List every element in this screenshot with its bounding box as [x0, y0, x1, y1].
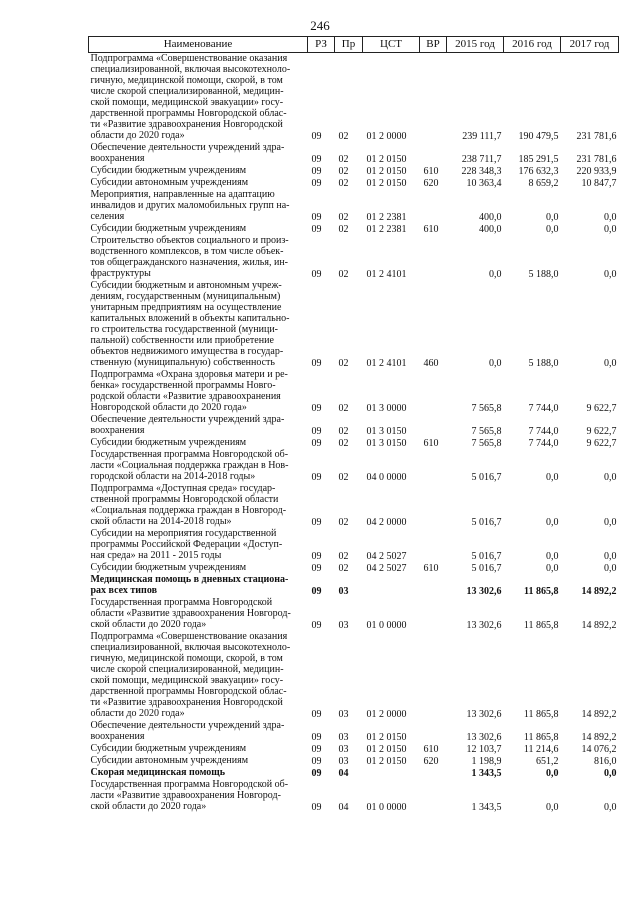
cell-name-line: Подпрограмма «Охрана здоровья матери и ре-: [90, 369, 288, 380]
cell-cst: 04 2 5027: [366, 551, 407, 562]
cell-vr: [420, 767, 447, 779]
cell-2016: 7 744,0: [528, 403, 559, 414]
header-2016: 2016 год: [504, 37, 561, 53]
cell-name-line: капитальных вложений в объекты капитально-: [90, 313, 290, 324]
cell-cst: 01 2 4101: [366, 358, 407, 369]
cell-cst: 01 2 0150: [366, 732, 407, 743]
cell-name-line: Подпрограмма «Совершенствование оказания: [90, 631, 288, 642]
cell-2017: 0,0: [604, 768, 617, 779]
cell-2017: 0,0: [604, 802, 617, 813]
cell-2015: 13 302,6: [466, 732, 502, 743]
header-2017: 2017 год: [561, 37, 619, 53]
cell-2016: 0,0: [546, 802, 559, 813]
cell-name-line: унитарным предприятиям на осуществление: [90, 302, 282, 313]
cell-rz: 09: [311, 551, 322, 562]
cell-name: [89, 743, 308, 755]
cell-vr: [420, 483, 447, 528]
cell-rz: 09: [311, 269, 322, 280]
cell-pr: 02: [338, 154, 349, 165]
cell-2017: 816,0: [594, 756, 617, 767]
cell-2016: 190 479,5: [518, 131, 559, 142]
cell-2017: 0,0: [604, 269, 617, 280]
cell-2017: 14 892,2: [581, 732, 617, 743]
header-name: Наименование: [89, 37, 308, 53]
table-row: [89, 528, 619, 562]
cell-name-line: дарственной программы Новгородской облас-: [90, 108, 287, 119]
cell-cst: [363, 767, 420, 779]
cell-2016: 8 659,2: [528, 178, 559, 189]
cell-pr: 04: [338, 802, 349, 813]
cell-2017: 9 622,7: [586, 426, 617, 437]
cell-rz: 09: [311, 586, 322, 597]
cell-2015: 0,0: [489, 269, 502, 280]
cell-rz: 09: [311, 768, 322, 779]
cell-name-line: Субсидии бюджетным учреждениям: [90, 165, 247, 176]
cell-2015: 5 016,7: [471, 551, 502, 562]
cell-pr: 02: [338, 224, 349, 235]
cell-pr: 03: [338, 732, 349, 743]
cell-2015: 7 565,8: [471, 426, 502, 437]
cell-name-line: Государственная программа Новгородской об-: [90, 779, 289, 790]
cell-2016: 11 865,8: [523, 732, 559, 743]
cell-rz: 09: [311, 166, 322, 177]
cell-2017: 14 892,2: [581, 586, 617, 597]
cell-name: [89, 631, 308, 720]
cell-2015: 1 198,9: [471, 756, 502, 767]
cell-name-line: Субсидии бюджетным и автономным учреж-: [90, 280, 282, 291]
cell-name-line: области «Развитие здравоохранения Новгород-: [90, 608, 291, 619]
cell-name-line: ской помощи, медицинской эвакуации» госу-: [90, 97, 284, 108]
table-row: [89, 223, 619, 235]
cell-2015: 10 363,4: [466, 178, 502, 189]
table-row: [89, 414, 619, 437]
cell-2017: 220 933,9: [576, 166, 617, 177]
cell-name: [89, 235, 308, 280]
cell-name-line: ской области на 2014-2018 годы»: [90, 516, 232, 527]
cell-name-line: городской области на 2014-2018 годы»: [90, 471, 256, 482]
cell-2017: 0,0: [604, 472, 617, 483]
cell-name-line: родской области «Развитие здравоохранения: [90, 391, 281, 402]
cell-2016: 11 214,6: [523, 744, 559, 755]
cell-name-line: воохранения: [90, 731, 145, 742]
cell-2017: 0,0: [604, 551, 617, 562]
cell-name-line: селения: [90, 211, 125, 222]
cell-pr: 02: [338, 178, 349, 189]
cell-rz: 09: [311, 358, 322, 369]
cell-pr: 02: [338, 166, 349, 177]
cell-2017: 0,0: [604, 358, 617, 369]
cell-name-line: Субсидии бюджетным учреждениям: [90, 223, 247, 234]
cell-2016: 5 188,0: [528, 269, 559, 280]
cell-name-line: ской помощи, медицинской эвакуации» госу-: [90, 675, 284, 686]
cell-name: [89, 720, 308, 743]
cell-name-line: программы Российской Федерации «Доступ-: [90, 539, 283, 550]
cell-2015: 7 565,8: [471, 403, 502, 414]
cell-name: [89, 177, 308, 189]
table-row: [89, 562, 619, 574]
cell-name-line: Государственная программа Новгородской: [90, 597, 273, 608]
cell-name: [89, 574, 308, 597]
cell-cst: 01 2 0150: [366, 154, 407, 165]
cell-cst: 01 2 0150: [366, 744, 407, 755]
cell-name: [89, 767, 308, 779]
cell-rz: 09: [311, 709, 322, 720]
cell-2017: 14 892,2: [581, 620, 617, 631]
header-pr: Пр: [335, 37, 363, 53]
table-row: [89, 189, 619, 223]
header-rz: РЗ: [308, 37, 335, 53]
cell-name-line: «Социальная поддержка граждан в Новгород-: [90, 505, 287, 516]
cell-cst: [363, 574, 420, 597]
cell-rz: 09: [311, 620, 322, 631]
cell-vr: 610: [423, 563, 439, 574]
cell-vr: 610: [423, 744, 439, 755]
cell-pr: 02: [338, 563, 349, 574]
cell-2016: 11 865,8: [523, 709, 559, 720]
cell-name-line: го строительства государственной (муници-: [90, 324, 278, 335]
cell-2016: 651,2: [536, 756, 559, 767]
cell-name: [89, 528, 308, 562]
cell-name-line: ственной программы Новгородской области: [90, 494, 279, 505]
cell-name-line: Обеспечение деятельности учреждений здра-: [90, 142, 285, 153]
cell-vr: [420, 597, 447, 631]
cell-vr: [420, 449, 447, 483]
table-row: [89, 177, 619, 189]
cell-2017: 0,0: [604, 517, 617, 528]
cell-2017: 14 076,2: [581, 744, 617, 755]
cell-name-line: бенка» государственной программы Новго-: [90, 380, 276, 391]
cell-name-line: ласти «Развитие здравоохранения Новгород-: [90, 790, 281, 801]
cell-name-line: Мероприятия, направленные на адаптацию: [90, 189, 275, 200]
cell-2015: 239 111,7: [462, 131, 502, 142]
cell-name-line: ти «Развитие здравоохранения Новгородской: [90, 119, 283, 130]
table-row: [89, 755, 619, 767]
cell-pr: 02: [338, 212, 349, 223]
cell-2017: 10 847,7: [581, 178, 617, 189]
cell-cst: 01 3 0000: [366, 403, 407, 414]
cell-pr: 02: [338, 517, 349, 528]
cell-name-line: Субсидии бюджетным учреждениям: [90, 743, 247, 754]
cell-rz: 09: [311, 403, 322, 414]
table-row: [89, 743, 619, 755]
cell-cst: 01 2 0000: [366, 709, 407, 720]
cell-name-line: Субсидии автономным учреждениям: [90, 755, 249, 766]
cell-2017: 14 892,2: [581, 709, 617, 720]
cell-rz: 09: [311, 802, 322, 813]
cell-cst: 01 2 0150: [366, 756, 407, 767]
cell-name-line: ской области до 2020 года»: [90, 619, 207, 630]
cell-2016: 0,0: [546, 563, 559, 574]
cell-2015: 12 103,7: [466, 744, 502, 755]
cell-cst: 01 2 0000: [366, 131, 407, 142]
cell-name-line: воохранения: [90, 425, 145, 436]
cell-2017: 9 622,7: [586, 403, 617, 414]
cell-vr: 620: [423, 756, 439, 767]
cell-name-line: Обеспечение деятельности учреждений здра-: [90, 720, 285, 731]
cell-2015: 5 016,7: [471, 517, 502, 528]
cell-name-line: воохранения: [90, 153, 145, 164]
cell-cst: 01 3 0150: [366, 438, 407, 449]
cell-2015: 7 565,8: [471, 438, 502, 449]
cell-vr: [420, 189, 447, 223]
cell-name-line: гичную, медицинской помощи, скорой, в том: [90, 75, 283, 86]
cell-name: [89, 755, 308, 767]
cell-pr: 02: [338, 131, 349, 142]
cell-2015: 5 016,7: [471, 563, 502, 574]
table-row: [89, 437, 619, 449]
cell-rz: 09: [311, 131, 322, 142]
cell-2015: 13 302,6: [466, 709, 502, 720]
cell-2016: 185 291,5: [518, 154, 559, 165]
cell-name-line: ской области до 2020 года»: [90, 801, 207, 812]
cell-name: [89, 165, 308, 177]
cell-name: [89, 437, 308, 449]
cell-name-line: рах всех типов: [90, 585, 157, 596]
table-row: [89, 235, 619, 280]
cell-cst: 04 2 5027: [366, 563, 407, 574]
cell-name-line: специализированной, включая высокотехноло-: [90, 64, 291, 75]
cell-vr: 460: [423, 358, 439, 369]
cell-name-line: Субсидии бюджетным учреждениям: [90, 562, 247, 573]
cell-vr: [420, 414, 447, 437]
cell-name: [89, 779, 308, 813]
cell-rz: 09: [311, 517, 322, 528]
cell-vr: [420, 720, 447, 743]
cell-name-line: Субсидии автономным учреждениям: [90, 177, 249, 188]
cell-2015: 5 016,7: [471, 472, 502, 483]
cell-2015: 13 302,6: [466, 586, 502, 597]
table-row: [89, 280, 619, 369]
cell-2015: 400,0: [479, 224, 502, 235]
cell-name-line: дарственной программы Новгородской облас-: [90, 686, 287, 697]
cell-name-line: гичную, медицинской помощи, скорой, в том: [90, 653, 283, 664]
cell-2016: 0,0: [546, 551, 559, 562]
cell-pr: 02: [338, 269, 349, 280]
cell-2015: 228 348,3: [461, 166, 502, 177]
cell-vr: 620: [423, 178, 439, 189]
header-cst: ЦСТ: [363, 37, 420, 53]
cell-name: [89, 483, 308, 528]
cell-name-line: ная среда» на 2011 - 2015 годы: [90, 550, 222, 561]
cell-2016: 0,0: [546, 768, 559, 779]
cell-2016: 0,0: [546, 517, 559, 528]
cell-pr: 04: [338, 768, 349, 779]
cell-vr: [420, 235, 447, 280]
cell-vr: 610: [423, 438, 439, 449]
cell-rz: 09: [311, 563, 322, 574]
cell-2016: 0,0: [546, 472, 559, 483]
cell-cst: 01 2 2381: [366, 224, 407, 235]
cell-name-line: тов общегражданского назначения, жилья, ин-: [90, 257, 288, 268]
cell-pr: 02: [338, 438, 349, 449]
cell-cst: 04 0 0000: [366, 472, 407, 483]
table-header-row: [89, 37, 619, 53]
cell-name: [89, 53, 308, 143]
table-row: [89, 165, 619, 177]
cell-cst: 01 3 0150: [366, 426, 407, 437]
cell-rz: 09: [311, 438, 322, 449]
cell-name-line: водственного комплексов, в том числе объек-: [90, 246, 284, 257]
cell-name-line: Медицинская помощь в дневных стациона-: [90, 574, 289, 585]
cell-vr: [420, 142, 447, 165]
cell-name: [89, 369, 308, 414]
cell-vr: [420, 528, 447, 562]
page-number: 246: [310, 18, 330, 33]
cell-cst: 01 0 0000: [366, 802, 407, 813]
cell-2016: 7 744,0: [528, 438, 559, 449]
table-row: [89, 720, 619, 743]
cell-pr: 02: [338, 426, 349, 437]
cell-name-line: специализированной, включая высокотехноло-: [90, 642, 291, 653]
cell-name-line: Новгородской области до 2020 года»: [90, 402, 247, 413]
cell-pr: 03: [338, 756, 349, 767]
table-row: [89, 597, 619, 631]
cell-2016: 5 188,0: [528, 358, 559, 369]
table-row: [89, 369, 619, 414]
cell-name-line: дениям, государственным (муниципальным): [90, 291, 281, 302]
cell-rz: 09: [311, 472, 322, 483]
cell-name-line: инвалидов и других маломобильных групп на-: [90, 200, 290, 211]
cell-name-line: числе скорой специализированной, медицин-: [90, 664, 284, 675]
cell-vr: 610: [423, 224, 439, 235]
cell-2017: 9 622,7: [586, 438, 617, 449]
cell-rz: 09: [311, 732, 322, 743]
cell-name-line: Подпрограмма «Совершенствование оказания: [90, 53, 288, 64]
cell-name: [89, 414, 308, 437]
cell-name-line: Субсидии бюджетным учреждениям: [90, 437, 247, 448]
cell-name: [89, 142, 308, 165]
cell-name-line: ти «Развитие здравоохранения Новгородской: [90, 697, 283, 708]
cell-pr: 02: [338, 358, 349, 369]
cell-rz: 09: [311, 756, 322, 767]
cell-2016: 7 744,0: [528, 426, 559, 437]
cell-2015: 13 302,6: [466, 620, 502, 631]
cell-2016: 11 865,8: [524, 586, 559, 597]
cell-pr: 02: [338, 551, 349, 562]
cell-name-line: Строительство объектов социального и произ-: [90, 235, 289, 246]
table-row: [89, 574, 619, 597]
cell-vr: [420, 631, 447, 720]
table-row: [89, 767, 619, 779]
cell-2015: 400,0: [479, 212, 502, 223]
cell-2016: 0,0: [546, 224, 559, 235]
table-row: [89, 449, 619, 483]
cell-name-line: Субсидии на мероприятия государственной: [90, 528, 277, 539]
cell-name-line: области до 2020 года»: [90, 708, 185, 719]
cell-vr: [420, 779, 447, 813]
cell-2015: 1 343,5: [471, 802, 502, 813]
cell-name-line: Обеспечение деятельности учреждений здра-: [90, 414, 285, 425]
cell-rz: 09: [311, 224, 322, 235]
cell-rz: 09: [311, 212, 322, 223]
cell-2016: 176 632,3: [518, 166, 559, 177]
cell-2016: 0,0: [546, 212, 559, 223]
cell-2017: 0,0: [604, 563, 617, 574]
cell-name: [89, 223, 308, 235]
cell-name: [89, 562, 308, 574]
cell-vr: 610: [423, 166, 439, 177]
cell-2017: 231 781,6: [576, 131, 617, 142]
cell-rz: 09: [311, 426, 322, 437]
cell-name-line: числе скорой специализированной, медицин-: [90, 86, 284, 97]
cell-vr: [420, 53, 447, 143]
header-2015: 2015 год: [447, 37, 504, 53]
cell-name-line: ласти «Социальная поддержка граждан в Нов-: [90, 460, 289, 471]
table-row: [89, 779, 619, 813]
cell-2015: 238 711,7: [461, 154, 502, 165]
cell-pr: 02: [338, 472, 349, 483]
cell-name: [89, 449, 308, 483]
cell-2015: 1 343,5: [471, 768, 502, 779]
cell-name: [89, 280, 308, 369]
cell-pr: 03: [338, 586, 349, 597]
cell-cst: 04 2 0000: [366, 517, 407, 528]
budget-table: [88, 36, 619, 813]
cell-2017: 0,0: [604, 224, 617, 235]
cell-cst: 01 2 0150: [366, 166, 407, 177]
table-row: [89, 53, 619, 143]
table-body: [89, 53, 619, 814]
cell-name-line: Скорая медицинская помощь: [90, 767, 225, 778]
cell-name-line: пальной) собственности или приобретение: [90, 335, 274, 346]
cell-pr: 03: [338, 744, 349, 755]
cell-pr: 03: [338, 709, 349, 720]
cell-vr: [420, 574, 447, 597]
cell-name-line: фраструктуры: [90, 268, 151, 279]
cell-name-line: Государственная программа Новгородской об-: [90, 449, 289, 460]
cell-rz: 09: [311, 178, 322, 189]
cell-cst: 01 2 0150: [366, 178, 407, 189]
table-row: [89, 631, 619, 720]
cell-rz: 09: [311, 744, 322, 755]
cell-pr: 03: [338, 620, 349, 631]
cell-2015: 0,0: [489, 358, 502, 369]
cell-name: [89, 597, 308, 631]
cell-vr: [420, 369, 447, 414]
cell-name-line: области до 2020 года»: [90, 130, 185, 141]
cell-name-line: ственную (муниципальную) собственность: [90, 357, 275, 368]
table-row: [89, 142, 619, 165]
table-row: [89, 483, 619, 528]
cell-cst: 01 0 0000: [366, 620, 407, 631]
cell-name-line: объектов недвижимого имущества в государ-: [90, 346, 284, 357]
cell-cst: 01 2 4101: [366, 269, 407, 280]
cell-2017: 231 781,6: [576, 154, 617, 165]
cell-name: [89, 189, 308, 223]
cell-2017: 0,0: [604, 212, 617, 223]
cell-name-line: Подпрограмма «Доступная среда» государ-: [90, 483, 276, 494]
cell-2016: 11 865,8: [523, 620, 559, 631]
cell-rz: 09: [311, 154, 322, 165]
cell-pr: 02: [338, 403, 349, 414]
header-vr: ВР: [420, 37, 447, 53]
cell-cst: 01 2 2381: [366, 212, 407, 223]
